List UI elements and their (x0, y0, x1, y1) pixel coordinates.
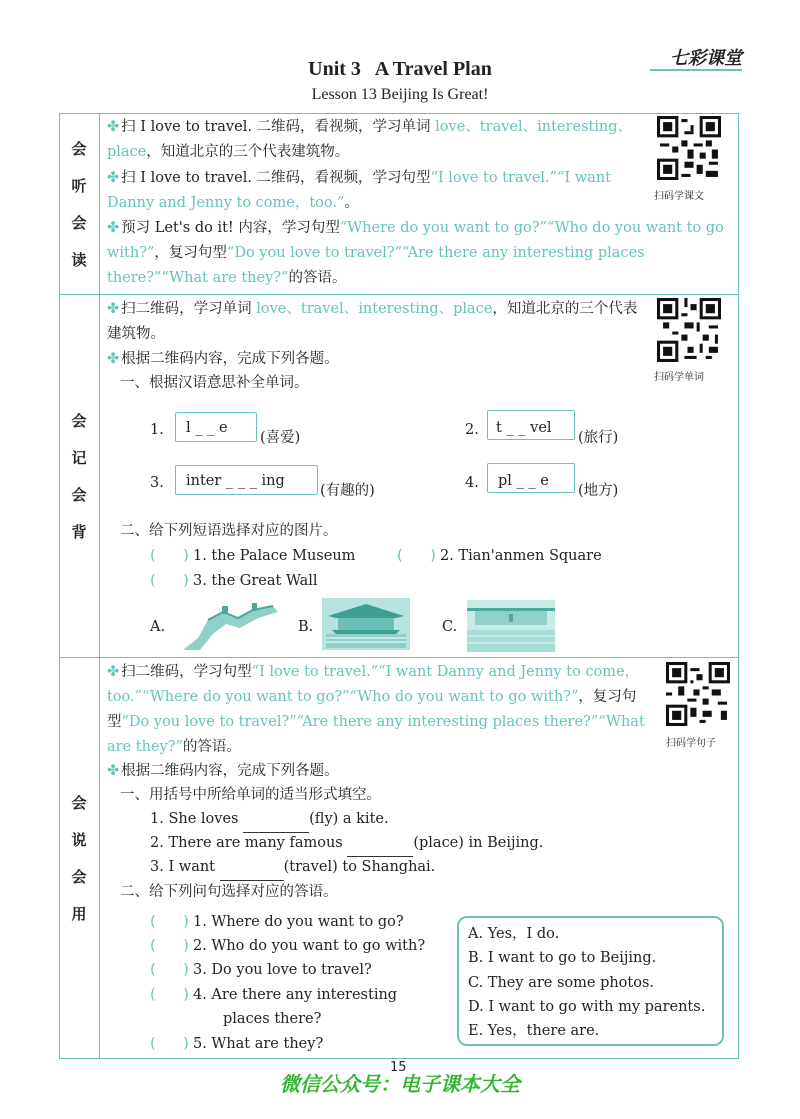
section2-part1-title: 一、根据汉语意思补全单词。 (120, 375, 309, 391)
tiananmen-square-image (467, 600, 555, 652)
palace-museum-image (322, 598, 410, 650)
section1-item3: ✤ 预习 Let's do it! 内容，学习句型“Where do you want to go?”“Who do you want to go with?”，复习句型“Do you love to travel?”“Are there any interesting places there?”“What are they?”的答语。 (107, 220, 724, 286)
answer-paren[interactable]: ( ) (150, 548, 189, 564)
answer-option: E. Yes，there are. (468, 1023, 600, 1039)
word-meaning: (有趣的) (320, 483, 375, 499)
question-item: ( ) 4. Are there any interesting (150, 987, 398, 1003)
answer-paren[interactable]: ( ) (150, 914, 189, 930)
section2-item2: ✤ 根据二维码内容，完成下列各题。 (107, 351, 339, 367)
answer-option: D. I want to go with my parents. (468, 999, 706, 1015)
answer-blank[interactable] (220, 855, 284, 881)
pic-label: A. (150, 619, 166, 635)
word-meaning: (地方) (578, 483, 619, 499)
watermark-text: 微信公众号：电子课本大全 (280, 1072, 520, 1096)
answer-paren[interactable]: ( ) (150, 1036, 189, 1052)
section2-item1: ✤ 扫二维码，学习单词 love、travel、interesting、place，知道北京的三个代表建筑物。 (107, 301, 638, 342)
question-item: ( ) 1. Where do you want to go? (150, 914, 404, 930)
pic-label: B. (298, 619, 314, 635)
word-number: 2. (465, 422, 479, 438)
word-meaning: (旅行) (578, 430, 619, 446)
section3-item2: ✤ 根据二维码内容，完成下列各题。 (107, 763, 339, 779)
answer-option: B. I want to go to Beijing. (468, 950, 657, 966)
qr-caption: 扫码学单词 (654, 372, 704, 383)
answer-paren[interactable]: ( ) (150, 938, 189, 954)
great-wall-image (178, 600, 280, 652)
clover-bullet-icon: ✤ (107, 301, 120, 317)
clover-bullet-icon: ✤ (107, 170, 120, 186)
section1-side-label: 会 听 会 读 (71, 139, 87, 269)
pic-label: C. (442, 619, 458, 635)
word-number: 3. (150, 475, 164, 491)
answer-blank[interactable] (347, 831, 413, 857)
section1-item2: ✤ 扫 I love to travel. 二维码，看视频，学习句型“I love to travel.”“I want Danny and Jenny to come，too.”。 (107, 170, 612, 211)
clover-bullet-icon: ✤ (107, 119, 120, 135)
unit-title: Unit 3 A Travel Plan (308, 58, 492, 80)
answer-paren[interactable]: ( ) (150, 987, 189, 1003)
word-blank: t _ _ vel (496, 420, 552, 436)
phrase-item: ( ) 2. Tian'anmen Square (397, 548, 602, 564)
qr-caption: 扫码学句子 (666, 738, 716, 749)
answer-option: A. Yes，I do. (468, 926, 560, 942)
word-blank: pl _ _ e (498, 473, 549, 489)
page-number: 15 (390, 1060, 407, 1075)
clover-bullet-icon: ✤ (107, 763, 120, 779)
brand-logo: 七彩课堂 (670, 48, 742, 69)
side-column-divider (99, 113, 100, 1059)
answer-paren[interactable]: ( ) (397, 548, 436, 564)
clover-bullet-icon: ✤ (107, 664, 120, 680)
clover-bullet-icon: ✤ (107, 220, 120, 236)
section-divider-2 (59, 657, 739, 658)
fill-item: 3. I want (travel) to Shanghai. (150, 855, 435, 881)
question-item-continued: places there? (223, 1011, 322, 1027)
answer-paren[interactable]: ( ) (150, 573, 189, 589)
qr-code-icon[interactable] (657, 298, 721, 362)
word-blank: l _ _ e (186, 420, 228, 436)
qr-code-icon[interactable] (657, 116, 721, 180)
phrase-item: ( ) 1. the Palace Museum (150, 548, 356, 564)
lesson-title: Lesson 13 Beijing Is Great! (311, 86, 489, 103)
word-number: 1. (150, 422, 164, 438)
answer-paren[interactable]: ( ) (150, 962, 189, 978)
word-blank: inter _ _ _ ing (186, 473, 285, 489)
question-item: ( ) 3. Do you love to travel? (150, 962, 372, 978)
answer-option: C. They are some photos. (468, 975, 655, 991)
phrase-item: ( ) 3. the Great Wall (150, 573, 318, 589)
section2-side-label: 会 记 会 背 (71, 411, 87, 541)
fill-item: 2. There are many famous (place) in Beijing. (150, 831, 543, 857)
qr-code-icon[interactable] (666, 662, 730, 726)
word-number: 4. (465, 475, 479, 491)
question-item: ( ) 5. What are they? (150, 1036, 324, 1052)
section3-item1: ✤ 扫二维码，学习句型“I love to travel.”“I want Danny and Jenny to come，too.”“Where do you want to go?”“Who do you want to go with?”，复习句型“Do you love to travel?”“Are there any interesting places there?”“What are they?”的答语。 (107, 664, 645, 755)
section2-part2-title: 二、给下列短语选择对应的图片。 (120, 523, 338, 539)
word-meaning: (喜爱) (260, 430, 301, 446)
section-divider-1 (59, 294, 739, 295)
section1-item1: ✤ 扫 I love to travel. 二维码，看视频，学习单词 love、travel、interesting、place，知道北京的三个代表建筑物。 (107, 119, 633, 160)
section3-side-label: 会 说 会 用 (71, 794, 87, 923)
question-item: ( ) 2. Who do you want to go with? (150, 938, 426, 954)
clover-bullet-icon: ✤ (107, 351, 120, 367)
section3-part1-title: 一、用括号中所给单词的适当形式填空。 (120, 787, 381, 803)
section3-part2-title: 二、给下列问句选择对应的答语。 (120, 884, 338, 900)
fill-item: 1. She loves (fly) a kite. (150, 807, 389, 833)
answer-blank[interactable] (243, 807, 309, 833)
qr-caption: 扫码学课文 (654, 191, 704, 202)
